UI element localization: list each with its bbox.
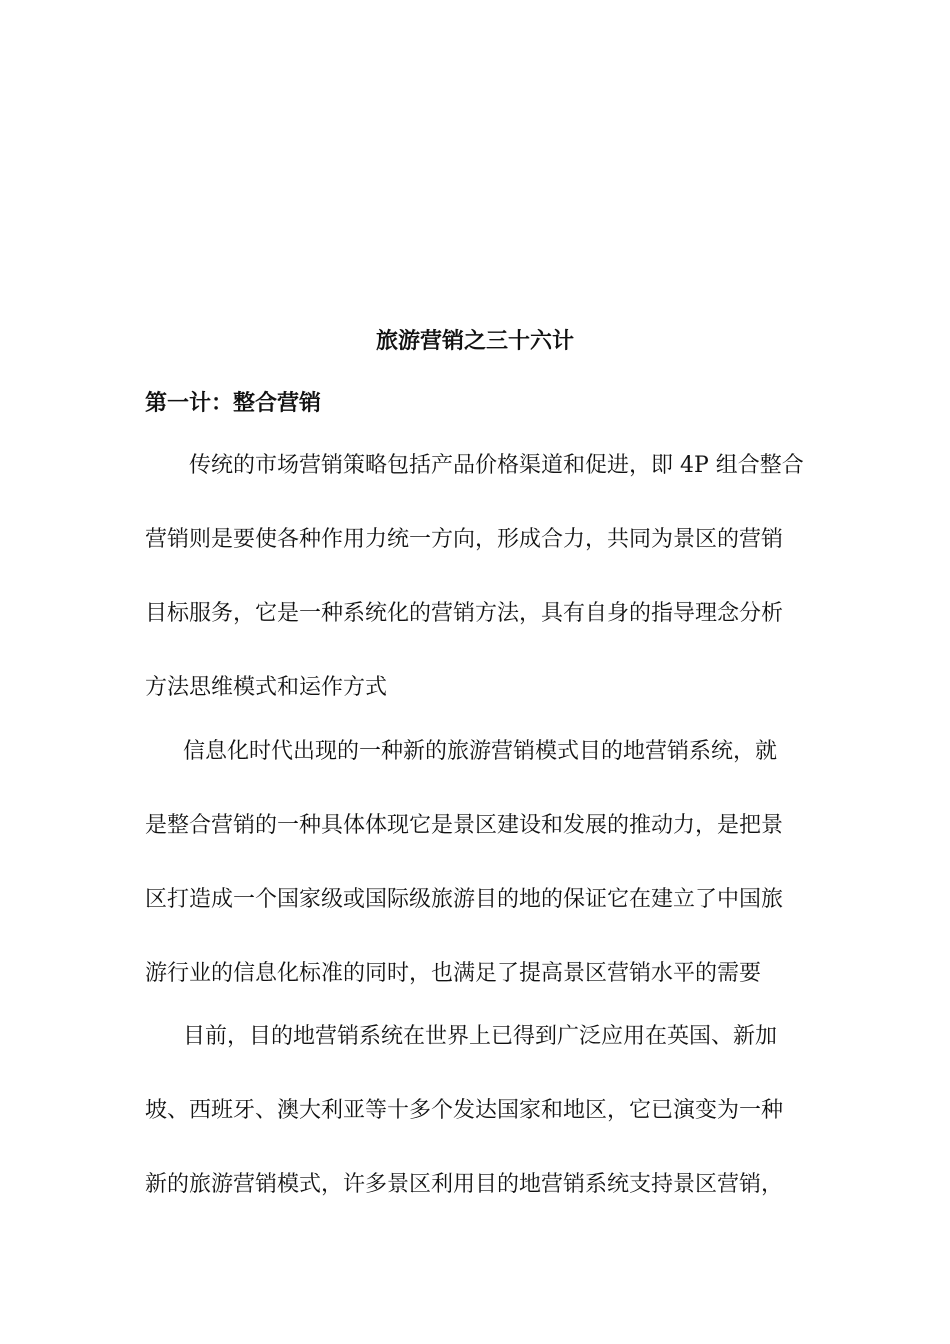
paragraph-line: 坡、西班牙、澳大利亚等十多个发达国家和地区，它已演变为一种 [145, 1098, 784, 1123]
paragraph-line: 信息化时代出现的一种新的旅游营销模式目的地营销系统，就 [161, 739, 778, 764]
section-heading: 第一计：整合营销 [145, 390, 322, 416]
paragraph-line: 目前，目的地营销系统在世界上已得到广泛应用在英国、新加 [161, 1024, 778, 1049]
paragraph-line: 目标服务，它是一种系统化的营销方法，具有自身的指导理念分析 [145, 601, 784, 626]
paragraph-line: 游行业的信息化标准的同时，也满足了提高景区营销水平的需要 [145, 961, 762, 986]
paragraph-line: 新的旅游营销模式，许多景区利用目的地营销系统支持景区营销， [145, 1172, 784, 1197]
paragraph-line: 区打造成一个国家级或国际级旅游目的地的保证它在建立了中国旅 [145, 887, 784, 912]
paragraph-line: 营销则是要使各种作用力统一方向，形成合力，共同为景区的营销 [145, 527, 784, 552]
paragraph-line: 方法思维模式和运作方式 [145, 675, 388, 700]
paragraph-line: 传统的市场营销策略包括产品价格渠道和促进，即 4P 组合整合 [167, 453, 804, 478]
paragraph-line: 是整合营销的一种具体体现它是景区建设和发展的推动力，是把景 [145, 813, 784, 838]
document-title: 旅游营销之三十六计 [375, 328, 574, 354]
